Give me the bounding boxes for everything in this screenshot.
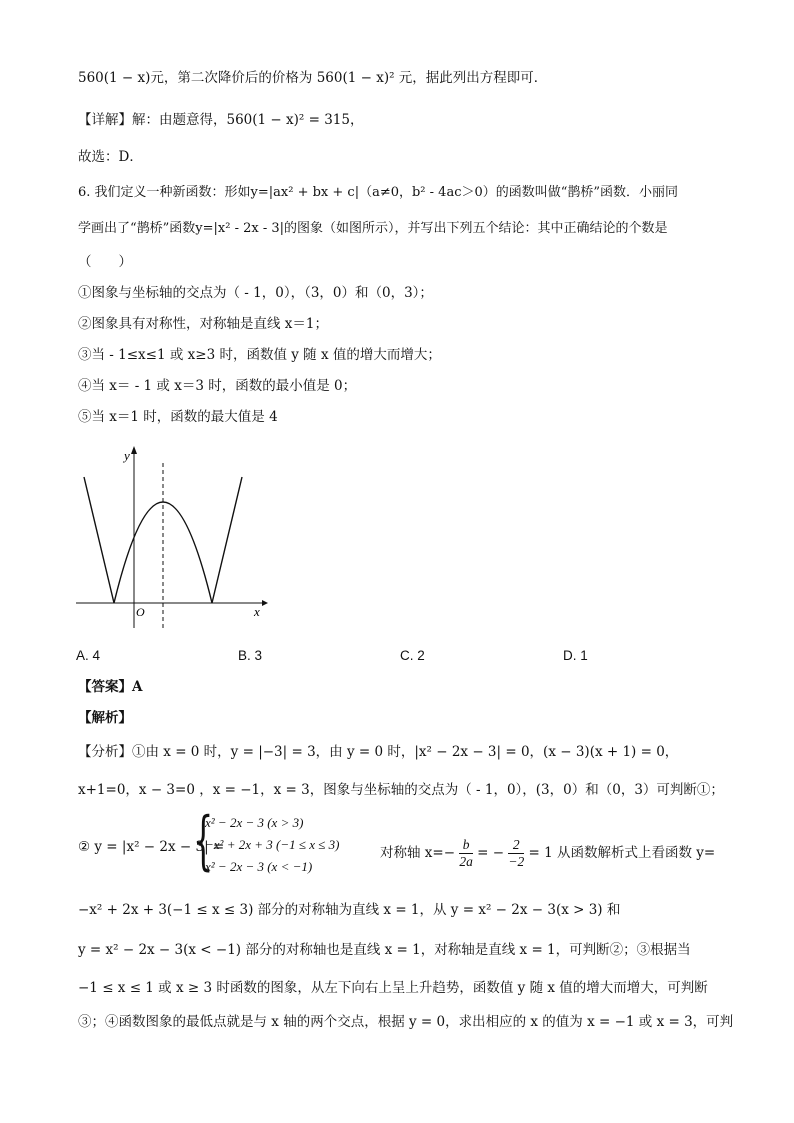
analysis-line-6: −1 ≤ x ≤ 1 或 x ≥ 3 时函数的图象，从左下向右上呈上升趋势，函数值 y 随 x 值的增大而增大，可判断: [78, 980, 708, 996]
analysis-line-1: 【分析】①由 x = 0 时，y = |−3| = 3，由 y = 0 时，|x² − 2x − 3| = 0，(x − 3)(x + 1) = 0，: [78, 744, 679, 760]
question-blank: （ ）: [78, 254, 132, 270]
origin-label: O: [136, 605, 145, 619]
text-line-3: 故选：D．: [78, 149, 143, 165]
arch-curve: [114, 502, 212, 603]
choice-b: B. 3: [238, 648, 263, 663]
function-graph: [72, 440, 272, 630]
question-6-stem-2: 学画出了“鹊桥”函数y=|x² - 2x - 3|的图象（如图所示），并写出下列五个结论：其中正确结论的个数是: [78, 221, 668, 236]
choice-a: A. 4: [76, 648, 101, 663]
piecewise-brace: {: [193, 804, 214, 878]
right-branch: [212, 477, 242, 603]
question-6-stem: 6. 我们定义一种新函数：形如y=|ax² + bx + c|（a≠0，b² - 4ac＞0）的函数叫做“鹊桥”函数．小丽同: [78, 185, 679, 200]
text-line-2: 【详解】解：由题意得，560(1 − x)² = 315，: [78, 112, 364, 128]
analysis-line-5: y = x² − 2x − 3(x < −1) 部分的对称轴也是直线 x = 1，对称轴是直线 x = 1，可判断②；③根据当: [78, 942, 691, 958]
statement-2: ②图象具有对称性，对称轴是直线 x＝1；: [78, 316, 328, 332]
analysis-line-3-prefix: ② y = |x² − 2x − 3| =: [78, 839, 225, 855]
choice-d: D. 1: [563, 648, 588, 663]
statement-5: ⑤当 x＝1 时，函数的最大值是 4: [78, 409, 278, 425]
answer-label: 【答案】A: [78, 679, 143, 695]
statement-1: ①图象与坐标轴的交点为（ - 1，0），（3，0）和（0，3）；: [78, 285, 433, 301]
analysis-line-3-axis: 对称轴 x=− $\frac{b}{2a}$ = − $\frac{2}{-2}$ = 1 从函数解析式上看函数 y=: [380, 837, 716, 869]
statement-3: ③当 - 1≤x≤1 或 x≥3 时，函数值 y 随 x 值的增大而增大；: [78, 347, 441, 363]
left-branch: [84, 477, 114, 603]
analysis-line-2: x+1=0，x − 3=0 ，x = −1，x = 3，图象与坐标轴的交点为（ - 1，0），(3，0）和（0，3）可判断①；: [78, 782, 724, 798]
analysis-line-7: ③；④函数图象的最低点就是与 x 轴的两个交点，根据 y = 0，求出相应的 x 的值为 x = −1 或 x = 3，可判: [78, 1014, 734, 1030]
piece-3: x² − 2x − 3 (x < −1): [205, 859, 313, 874]
x-axis-label: x: [254, 604, 260, 619]
piece-2: −x² + 2x + 3 (−1 ≤ x ≤ 3): [205, 837, 340, 852]
analysis-line-4: −x² + 2x + 3(−1 ≤ x ≤ 3) 部分的对称轴为直线 x = 1，从 y = x² − 2x − 3(x > 3) 和: [78, 902, 621, 918]
choice-c: C. 2: [400, 648, 425, 663]
fraction-b-over-2a: $\frac{b}{2a}$: [459, 837, 473, 869]
piece-1: x² − 2x − 3 (x > 3): [205, 815, 304, 830]
fraction-2-over-neg2: $\frac{2}{-2}$: [508, 837, 525, 869]
y-axis-label: y: [124, 448, 130, 463]
text-line-1: 560(1 − x)元，第二次降价后的价格为 560(1 − x)² 元，据此列出方程即可．: [78, 70, 548, 86]
piecewise-definition: [205, 812, 339, 878]
analysis-label: 【解析】: [78, 710, 132, 726]
statement-4: ④当 x＝ - 1 或 x＝3 时，函数的最小值是 0；: [78, 378, 357, 394]
